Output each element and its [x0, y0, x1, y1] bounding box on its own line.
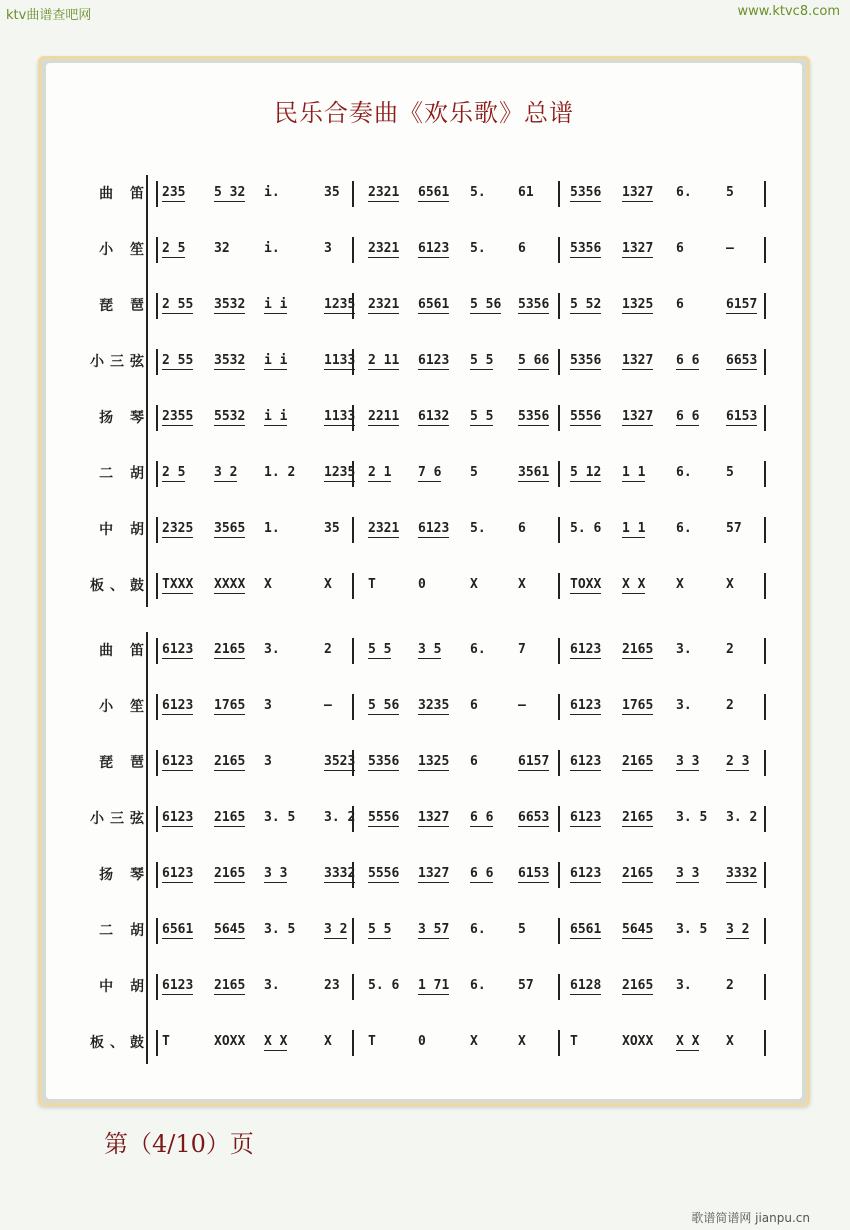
bar-line [156, 862, 158, 888]
instrument-label: 小三弦 [90, 811, 150, 827]
note-group: 3. [676, 642, 692, 657]
note-group: 3. 5 [264, 810, 296, 825]
note-group: 6123 [418, 241, 450, 256]
note-group: 2 [726, 698, 734, 713]
note-group: 1. 2 [264, 465, 296, 480]
instrument-label: 小 笙 [99, 242, 150, 258]
bar-line [558, 461, 560, 487]
bar-line [352, 638, 354, 664]
note-group: 6561 [418, 297, 450, 312]
bar-line [764, 293, 766, 319]
bar-line [558, 638, 560, 664]
note-group: X [470, 1034, 478, 1049]
note-group: 2165 [214, 978, 246, 993]
instrument-row [46, 686, 802, 726]
note-group: 57 [726, 521, 742, 536]
note-group: 6123 [162, 810, 194, 825]
bar-line [352, 918, 354, 944]
note-group: 3. 2 [324, 810, 356, 825]
bar-line [156, 573, 158, 599]
bar-line [156, 806, 158, 832]
instrument-row [46, 341, 802, 381]
note-group: 6 [518, 521, 526, 536]
note-group: 1 1 [622, 465, 646, 480]
note-group: T [368, 1034, 376, 1049]
note-group: 6. [470, 978, 486, 993]
note-group: 6. [676, 185, 692, 200]
bar-line [156, 974, 158, 1000]
note-group: X X [676, 1034, 700, 1049]
bar-line [558, 918, 560, 944]
note-group: 5356 [570, 185, 602, 200]
note-group: 6 6 [676, 353, 700, 368]
note-group: X [726, 577, 734, 592]
instrument-row [46, 565, 802, 605]
note-group: 32 [214, 241, 230, 256]
note-group: 2 55 [162, 353, 194, 368]
instrument-label: 小 笙 [99, 699, 150, 715]
note-group: 5 [726, 185, 734, 200]
note-group: 5645 [214, 922, 246, 937]
instrument-label: 二 胡 [99, 923, 150, 939]
note-group: X [470, 577, 478, 592]
bar-line [764, 918, 766, 944]
bar-line [156, 638, 158, 664]
note-group: 6561 [418, 185, 450, 200]
note-group: 6 6 [470, 866, 494, 881]
bar-line [558, 517, 560, 543]
bar-line [558, 349, 560, 375]
note-group: 3 3 [264, 866, 288, 881]
note-group: 6128 [570, 978, 602, 993]
note-group: 3532 [214, 297, 246, 312]
note-group: 3. [676, 978, 692, 993]
instrument-row [46, 966, 802, 1006]
note-group: T [570, 1034, 578, 1049]
note-group: 3561 [518, 465, 550, 480]
note-group: 2165 [622, 978, 654, 993]
note-group: 3 2 [214, 465, 238, 480]
note-group: 6123 [162, 698, 194, 713]
note-group: 57 [518, 978, 534, 993]
note-group: 5 5 [470, 409, 494, 424]
note-group: 3. [264, 978, 280, 993]
note-group: 5 [518, 922, 526, 937]
page-indicator: 第（4/10）页 [104, 1130, 254, 1158]
bar-line [764, 694, 766, 720]
note-group: 2 5 [162, 465, 186, 480]
bar-line [156, 293, 158, 319]
note-group: 5 5 [470, 353, 494, 368]
instrument-row [46, 910, 802, 950]
bar-line [764, 405, 766, 431]
bar-line [764, 862, 766, 888]
note-group: 3 3 [676, 866, 700, 881]
note-group: 1765 [622, 698, 654, 713]
bar-line [156, 237, 158, 263]
bar-line [764, 237, 766, 263]
note-group: 5 56 [368, 698, 400, 713]
note-group: 3 [324, 241, 332, 256]
note-group: 5 12 [570, 465, 602, 480]
bar-line [156, 181, 158, 207]
instrument-label: 板、鼓 [90, 578, 150, 594]
note-group: 6 [676, 241, 684, 256]
note-group: 3 [264, 698, 272, 713]
note-group: 2165 [622, 754, 654, 769]
bar-line [764, 750, 766, 776]
note-group: 6123 [162, 642, 194, 657]
note-group: 3 57 [418, 922, 450, 937]
note-group: 1765 [214, 698, 246, 713]
note-group: 5. [470, 521, 486, 536]
bar-line [558, 974, 560, 1000]
note-group: 6132 [418, 409, 450, 424]
note-group: 3332 [726, 866, 758, 881]
bar-line [156, 517, 158, 543]
note-group: 6123 [570, 754, 602, 769]
note-group: 2165 [622, 866, 654, 881]
note-group: i i [264, 353, 288, 368]
note-group: 5556 [368, 866, 400, 881]
note-group: 5 [726, 465, 734, 480]
note-group: 2165 [622, 642, 654, 657]
note-group: 2 [726, 642, 734, 657]
note-group: i. [264, 185, 280, 200]
note-group: 2165 [214, 866, 246, 881]
bar-line [156, 694, 158, 720]
note-group: 6 [676, 297, 684, 312]
note-group: 5. [470, 185, 486, 200]
bar-line [764, 181, 766, 207]
note-group: 6157 [518, 754, 550, 769]
bar-line [764, 974, 766, 1000]
note-group: 1. [264, 521, 280, 536]
instrument-row [46, 630, 802, 670]
instrument-row [46, 285, 802, 325]
instrument-label: 中 胡 [99, 979, 150, 995]
note-group: 2321 [368, 241, 400, 256]
note-group: 6653 [518, 810, 550, 825]
bar-line [352, 237, 354, 263]
bar-line [156, 349, 158, 375]
note-group: 2 [324, 642, 332, 657]
note-group: 6123 [570, 698, 602, 713]
note-group: 5 32 [214, 185, 246, 200]
bar-line [352, 517, 354, 543]
note-group: 1327 [622, 353, 654, 368]
instrument-row [46, 742, 802, 782]
instrument-label: 琵 琶 [99, 298, 150, 314]
bar-line [156, 461, 158, 487]
bar-line [156, 750, 158, 776]
note-group: 5356 [518, 409, 550, 424]
bar-line [156, 918, 158, 944]
note-group: 35 [324, 521, 340, 536]
note-group: – [726, 241, 734, 256]
note-group: 6123 [162, 866, 194, 881]
note-group: 1235 [324, 297, 356, 312]
note-group: 5356 [368, 754, 400, 769]
note-group: i. [264, 241, 280, 256]
bar-line [764, 349, 766, 375]
bar-line [558, 1030, 560, 1056]
bar-line [352, 1030, 354, 1056]
note-group: 61 [518, 185, 534, 200]
instrument-label: 二 胡 [99, 466, 150, 482]
note-group: 5356 [518, 297, 550, 312]
note-group: X [676, 577, 684, 592]
note-group: 6561 [162, 922, 194, 937]
note-group: 5. 6 [570, 521, 602, 536]
instrument-row [46, 1022, 802, 1062]
note-group: X X [622, 577, 646, 592]
note-group: 2165 [214, 642, 246, 657]
note-group: 2165 [214, 810, 246, 825]
note-group: 3. 5 [676, 810, 708, 825]
bar-line [764, 517, 766, 543]
note-group: 5 66 [518, 353, 550, 368]
note-group: 1325 [622, 297, 654, 312]
bar-line [558, 181, 560, 207]
note-group: 3332 [324, 866, 356, 881]
bar-line [558, 405, 560, 431]
note-group: 2321 [368, 185, 400, 200]
score-sheet [46, 63, 802, 1099]
note-group: 2 11 [368, 353, 400, 368]
note-group: 3 5 [418, 642, 442, 657]
instrument-label: 扬 琴 [99, 410, 150, 426]
note-group: 6123 [162, 978, 194, 993]
note-group: 0 [418, 577, 426, 592]
note-group: 1327 [622, 241, 654, 256]
note-group: i i [264, 409, 288, 424]
note-group: 6123 [570, 642, 602, 657]
note-group: 2355 [162, 409, 194, 424]
instrument-row [46, 453, 802, 493]
note-group: 0 [418, 1034, 426, 1049]
note-group: 6153 [518, 866, 550, 881]
note-group: 2 5 [162, 241, 186, 256]
note-group: 5556 [368, 810, 400, 825]
note-group: 3. [264, 642, 280, 657]
note-group: 3. [676, 698, 692, 713]
note-group: 235 [162, 185, 186, 200]
bar-line [558, 750, 560, 776]
note-group: 2165 [622, 810, 654, 825]
score-title: 民乐合奏曲《欢乐歌》总谱 [274, 99, 574, 127]
note-group: 1327 [622, 409, 654, 424]
note-group: – [324, 698, 332, 713]
instrument-label: 曲 笛 [99, 186, 150, 202]
note-group: X [518, 1034, 526, 1049]
bar-line [352, 181, 354, 207]
note-group: 6123 [570, 810, 602, 825]
note-group: 5 [470, 465, 478, 480]
note-group: 2 1 [368, 465, 392, 480]
note-group: 7 [518, 642, 526, 657]
note-group: 3 2 [726, 922, 750, 937]
bar-line [156, 405, 158, 431]
bar-line [352, 573, 354, 599]
note-group: 1235 [324, 465, 356, 480]
note-group: 35 [324, 185, 340, 200]
note-group: 3. 5 [264, 922, 296, 937]
note-group: 3. 2 [726, 810, 758, 825]
note-group: 6. [676, 521, 692, 536]
note-group: – [518, 698, 526, 713]
bar-line [558, 694, 560, 720]
note-group: 6 6 [676, 409, 700, 424]
note-group: 6123 [570, 866, 602, 881]
bar-line [558, 573, 560, 599]
bar-line [764, 573, 766, 599]
bar-line [558, 862, 560, 888]
instrument-label: 曲 笛 [99, 643, 150, 659]
note-group: 5. 6 [368, 978, 400, 993]
note-group: 5 52 [570, 297, 602, 312]
note-group: 5645 [622, 922, 654, 937]
instrument-label: 板、鼓 [90, 1035, 150, 1051]
note-group: 6 6 [470, 810, 494, 825]
bar-line [764, 638, 766, 664]
note-group: 3 2 [324, 922, 348, 937]
bar-line [764, 1030, 766, 1056]
instrument-row [46, 173, 802, 213]
bar-line [558, 806, 560, 832]
note-group: T [162, 1034, 170, 1049]
note-group: 2325 [162, 521, 194, 536]
note-group: X [518, 577, 526, 592]
instrument-row [46, 854, 802, 894]
note-group: 5 56 [470, 297, 502, 312]
note-group: XOXX [622, 1034, 654, 1049]
note-group: X [726, 1034, 734, 1049]
note-group: 5356 [570, 241, 602, 256]
instrument-row [46, 229, 802, 269]
note-group: 6653 [726, 353, 758, 368]
watermark: 歌谱简谱网 jianpu.cn [691, 1211, 810, 1225]
note-group: X [324, 577, 332, 592]
note-group: TOXX [570, 577, 602, 592]
note-group: 6 [470, 754, 478, 769]
note-group: 5356 [570, 353, 602, 368]
note-group: 2 [726, 978, 734, 993]
instrument-label: 琵 琶 [99, 755, 150, 771]
note-group: 3523 [324, 754, 356, 769]
note-group: i i [264, 297, 288, 312]
bar-line [558, 293, 560, 319]
note-group: XXXX [214, 577, 246, 592]
note-group: X [264, 577, 272, 592]
note-group: 6123 [418, 353, 450, 368]
note-group: 1327 [418, 866, 450, 881]
note-group: 1 71 [418, 978, 450, 993]
note-group: 3565 [214, 521, 246, 536]
note-group: 5. [470, 241, 486, 256]
bar-line [764, 806, 766, 832]
note-group: 6561 [570, 922, 602, 937]
instrument-row [46, 397, 802, 437]
note-group: 6 [518, 241, 526, 256]
note-group: XOXX [214, 1034, 246, 1049]
note-group: 6 [470, 698, 478, 713]
note-group: 1133 [324, 409, 356, 424]
note-group: 3 [264, 754, 272, 769]
note-group: 2 55 [162, 297, 194, 312]
bar-line [156, 1030, 158, 1056]
note-group: 3235 [418, 698, 450, 713]
note-group: 1327 [622, 185, 654, 200]
note-group: X [324, 1034, 332, 1049]
note-group: 1325 [418, 754, 450, 769]
bar-line [558, 237, 560, 263]
note-group: 1133 [324, 353, 356, 368]
instrument-row [46, 509, 802, 549]
bar-line [764, 461, 766, 487]
note-group: 2 3 [726, 754, 750, 769]
note-group: 23 [324, 978, 340, 993]
note-group: 2211 [368, 409, 400, 424]
instrument-label: 扬 琴 [99, 867, 150, 883]
site-name-left: ktv曲谱查吧网 [6, 8, 92, 23]
note-group: TXXX [162, 577, 194, 592]
note-group: 2165 [214, 754, 246, 769]
note-group: 6153 [726, 409, 758, 424]
note-group: 5532 [214, 409, 246, 424]
note-group: 1327 [418, 810, 450, 825]
note-group: 5556 [570, 409, 602, 424]
note-group: 6. [470, 642, 486, 657]
note-group: 3532 [214, 353, 246, 368]
note-group: 1 1 [622, 521, 646, 536]
note-group: 2321 [368, 521, 400, 536]
note-group: X X [264, 1034, 288, 1049]
instrument-label: 中 胡 [99, 522, 150, 538]
note-group: T [368, 577, 376, 592]
note-group: 6. [676, 465, 692, 480]
note-group: 2321 [368, 297, 400, 312]
note-group: 3. 5 [676, 922, 708, 937]
bar-line [352, 974, 354, 1000]
site-url-right: www.ktvc8.com [737, 4, 840, 19]
note-group: 6123 [162, 754, 194, 769]
note-group: 5 5 [368, 922, 392, 937]
note-group: 5 5 [368, 642, 392, 657]
note-group: 6. [470, 922, 486, 937]
note-group: 7 6 [418, 465, 442, 480]
note-group: 6123 [418, 521, 450, 536]
note-group: 6157 [726, 297, 758, 312]
bar-line [352, 694, 354, 720]
instrument-label: 小三弦 [90, 354, 150, 370]
instrument-row [46, 798, 802, 838]
note-group: 3 3 [676, 754, 700, 769]
